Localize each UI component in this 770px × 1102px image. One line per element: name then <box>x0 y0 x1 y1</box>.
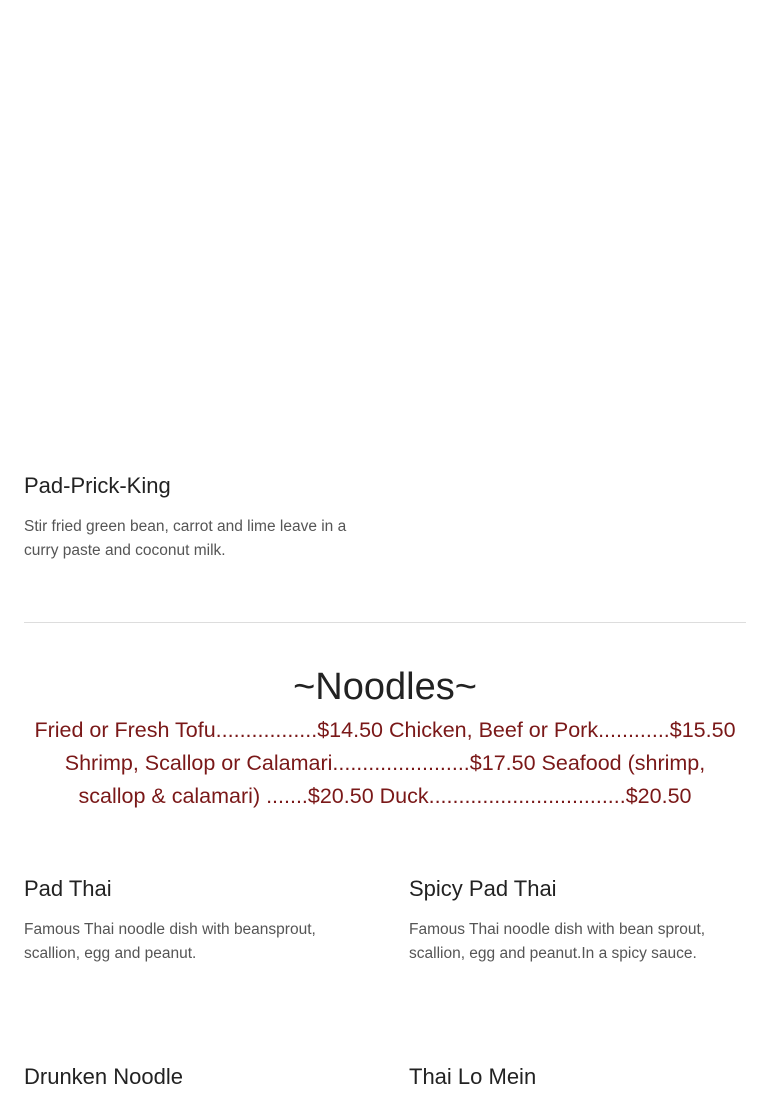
menu-item-spicy-pad-thai <box>409 876 749 966</box>
menu-item-description: Stir fried green bean, carrot and lime leave in a curry paste and coconut milk. <box>24 518 347 560</box>
section-divider <box>24 622 746 623</box>
section-heading-noodles: ~Noodles~ <box>293 666 477 708</box>
menu-item-pad-thai <box>24 876 364 966</box>
menu-item-title: Spicy Pad Thai <box>409 876 557 901</box>
menu-item-thai-lo-mein <box>409 1064 749 1090</box>
menu-item-description: Famous Thai noodle dish with beansprout, scallion, egg and peanut. <box>24 921 316 963</box>
menu-item-drunken-noodle <box>24 1064 364 1090</box>
menu-item-title: Pad Thai <box>24 876 112 901</box>
menu-item-description: Famous Thai noodle dish with bean sprout, scallion, egg and peanut.In a spicy sauce. <box>409 921 706 963</box>
menu-item-title: Thai Lo Mein <box>409 1064 537 1089</box>
noodles-price-list: Fried or Fresh Tofu.................$14.50 Chicken, Beef or Pork............$15.50 Shrimp, Scallop or Calamari.......................$17.50 Seafood (shrimp, scallop & calamari) .......$20.50 Duck.................................$20.50 <box>34 718 736 808</box>
menu-item-title: Pad-Prick-King <box>24 473 171 498</box>
menu-item-title: Drunken Noodle <box>24 1064 183 1089</box>
menu-item-pad-prick-king <box>24 473 364 563</box>
